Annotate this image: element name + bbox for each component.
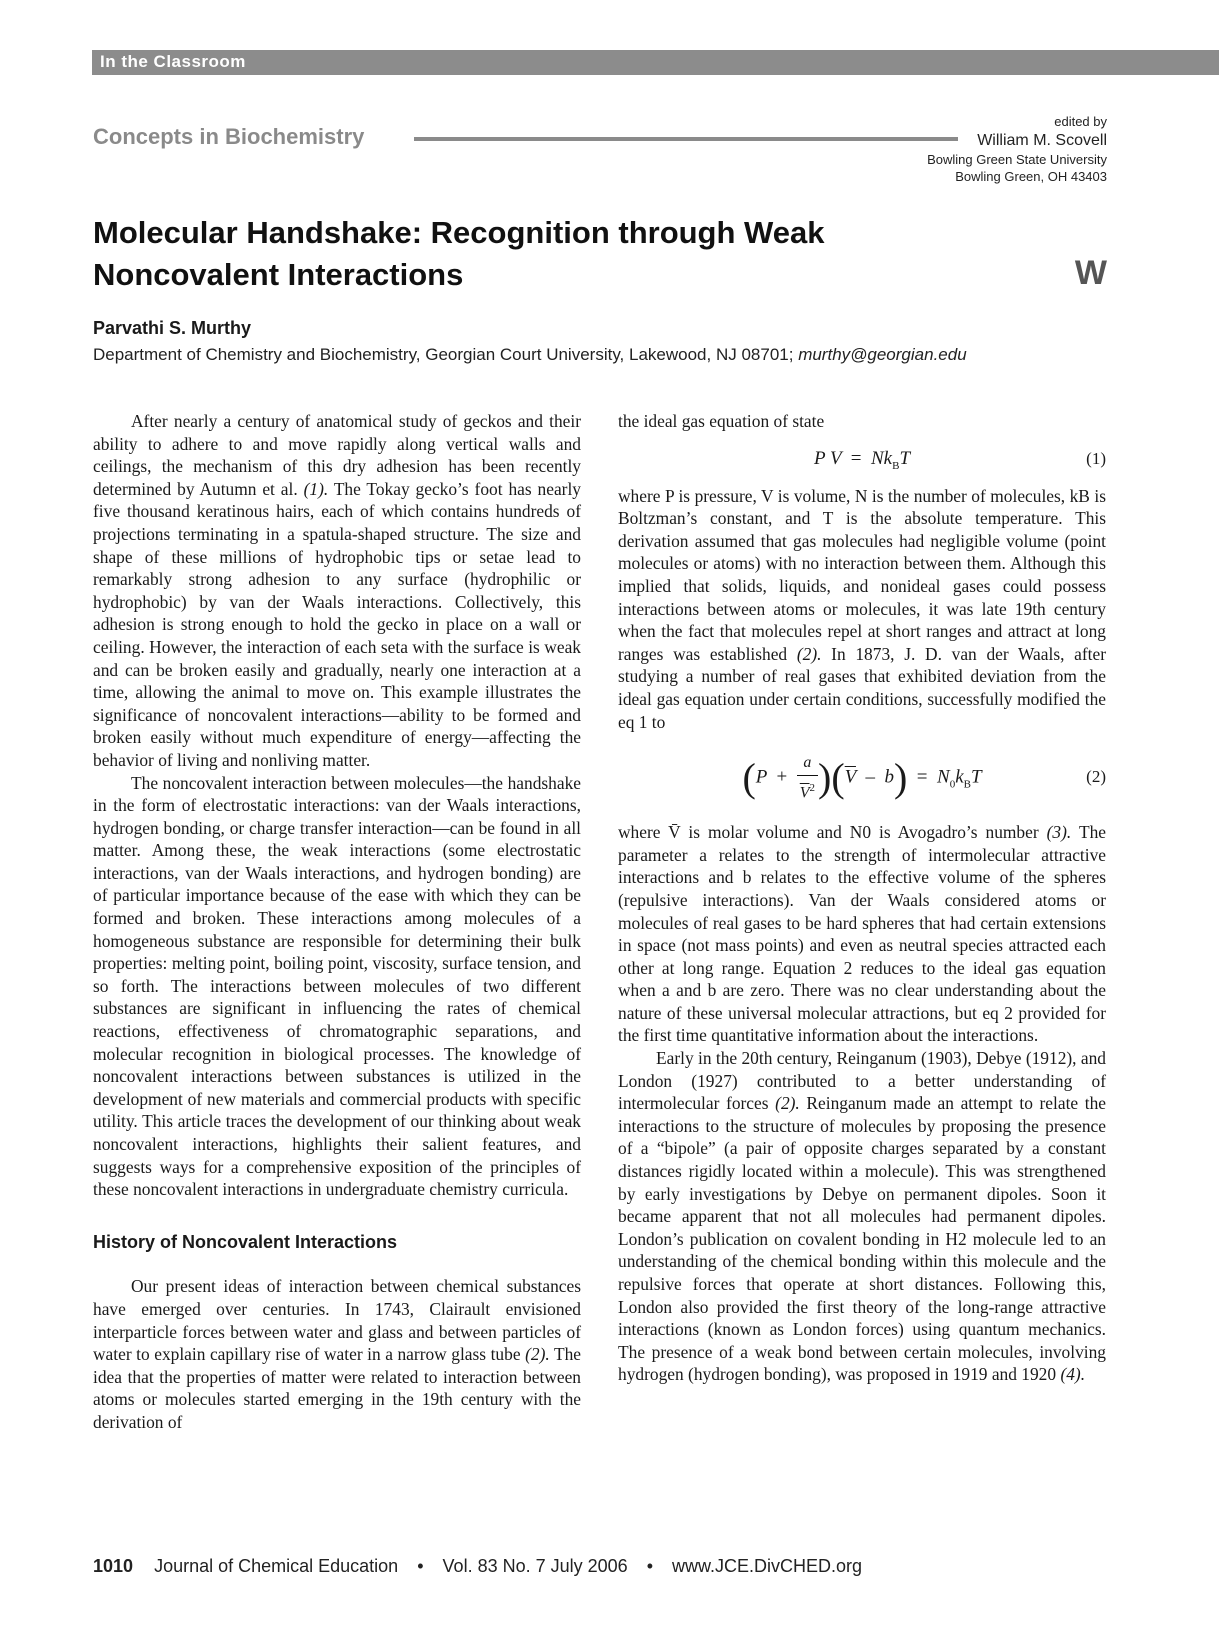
- text-run: In 1873, J. D. van der Waals, after studying a number of real gases that exhibited deviation from the ideal gas equation under certain conditions, successfully modified the eq 1 to: [618, 643, 1106, 732]
- text-run: The parameter a relates to the strength of intermolecular attractive interactions and b relates to the effective volume of the spheres (repulsive interactions). Van der Waals considered atoms or molecules of real gases to be hard spheres that had certain extensions in space (not mass points) and even as neutral species attracted each other at long range. Equation 2 reduces to the ideal gas equation when a and b are zero. There was no clear understanding about the nature of these universal molecular attractions, but eq 2 provided for the first time quantitative information about the interactions.: [618, 822, 1106, 1046]
- paragraph: [618, 821, 1106, 1047]
- eq2-v-denominator: $\overline{V}$: [799, 783, 810, 801]
- citation[interactable]: (2).: [525, 1344, 550, 1365]
- paragraph: [93, 410, 581, 772]
- right-column: [618, 410, 1106, 1386]
- eq1-k-sub: B: [892, 459, 900, 472]
- affiliation-text: Department of Chemistry and Biochemistry, Georgian Court University, Lakewood, NJ 08701;: [93, 345, 799, 364]
- citation[interactable]: (2).: [796, 643, 822, 664]
- header-rule: [414, 137, 958, 141]
- eq1-k: k: [883, 447, 893, 469]
- editor-block: [927, 113, 1107, 185]
- equation-number: (1): [1086, 448, 1106, 468]
- eq2-n: N: [937, 766, 950, 788]
- issue-info: Vol. 83 No. 7 July 2006: [442, 1556, 628, 1576]
- paragraph: [93, 1275, 581, 1433]
- paragraph: [618, 485, 1106, 734]
- eq2-k-sub: B: [963, 777, 971, 790]
- author-name: Parvathi S. Murthy: [93, 318, 252, 338]
- eq2-a: a: [797, 751, 818, 776]
- citation[interactable]: (1).: [303, 478, 329, 499]
- eq1-n: N: [870, 447, 884, 469]
- separator: •: [417, 1556, 424, 1576]
- eq2-b: b: [884, 766, 894, 788]
- page-number: 1010: [93, 1556, 134, 1576]
- title-line-1: Molecular Handshake: Recognition through Weak: [93, 215, 825, 250]
- editor-university: Bowling Green State University: [927, 152, 1107, 167]
- equation-2: (P + $\frac{a}{\overline{V}^2}$ )$(\overline{V} - b) = N_0k_BT$ (2): [618, 733, 1106, 821]
- section-heading: History of Noncovalent Interactions: [93, 1231, 398, 1252]
- equation-1: P $V = Nk_BT$ (1): [618, 433, 1106, 485]
- department-title: Concepts in Biochemistry: [93, 124, 365, 149]
- eq2-t: T: [970, 766, 982, 788]
- paragraph: the ideal gas equation of state: [618, 411, 825, 431]
- title-line-2: Noncovalent Interactions: [93, 257, 464, 292]
- text-run: After nearly a century of anatomical study of geckos and their ability to adhere to and move rapidly along vertical walls and ceilings, the mechanism of this dry adhesion has been recently determined by Autumn et al.: [93, 411, 581, 499]
- text-run: where P is pressure, V is volume, N is the number of molecules, kB is Boltzman’s constant, and T is the absolute temperature. This derivation assumed that gas molecules had negligible volume (point molecules or atoms) with no interaction between them. Although this implied that solids, liquids, and nonideal gases could possess interactions between atoms or molecules, it was late 19th century when the fact that molecules repel at short ranges and attract at long ranges was established: [618, 485, 1106, 664]
- paragraph: The noncovalent interaction between molecules—the handshake in the form of electrostatic interactions: van der Waals interactions, hydrogen bonding, or charge transfer interaction—can be found in all matter. Among these, the weak interactions (some electrostatic interactions, van der Waals interactions, and hydrogen bonding) are of particular importance because of the ease with which they can be formed and broken. These interactions among molecules of a homogeneous substance are responsible for determining their bulk properties: melting point, boiling point, viscosity, surface tension, and so forth. The interactions between molecules of two different substances are significant in influencing the rates of chemical reactions, effectiveness of chromatographic separations, and molecular recognition in biological processes. The knowledge of noncovalent interactions between substances is utilized in the development of new materials and commercial products with specific utility. This article traces the development of our thinking about weak noncovalent interactions, highlights their salient features, and suggests ways for a comprehensive exposition of the principles of these noncovalent interactions in undergraduate chemistry curricula.: [93, 772, 581, 1200]
- editor-name: William M. Scovell: [977, 132, 1107, 149]
- eq1-lhs: P V: [813, 447, 842, 469]
- eq2-v: $\overline{V}$: [844, 766, 856, 788]
- citation[interactable]: (3).: [1046, 822, 1072, 843]
- citation[interactable]: (4).: [1060, 1364, 1086, 1385]
- edited-by-label: edited by: [1054, 114, 1107, 129]
- eq1-t: T: [899, 447, 911, 469]
- author-email[interactable]: murthy@georgian.edu: [798, 345, 967, 364]
- eq2-fraction: $\frac{a}{\overline{V}^2}$: [797, 751, 818, 805]
- author-affiliation: [93, 345, 1123, 365]
- eq2-p: P: [755, 766, 768, 788]
- journal-url[interactable]: www.JCE.DivCHED.org: [672, 1556, 863, 1576]
- text-run: The Tokay gecko’s foot has nearly five thousand keratinous hairs, each of which contains hundreds of projections terminating in a spatula-shaped structure. The size and shape of these millions of hydrophobic tips or setae lead to remarkably strong adhesion to any surface (hydrophilic or hydrophobic) by van der Waals interactions. Collectively, this adhesion is strong enough to hold the gecko in place on a wall or ceiling. However, the interaction of each seta with the surface is weak and can be broken easily and gradually, nearly one interaction at a time, allowing the animal to move on. This example illustrates the significance of noncovalent interactions—ability to be formed and broken easily without much expenditure of energy—affecting the behavior of living and nonliving matter.: [93, 478, 581, 770]
- page-footer: [93, 1556, 862, 1577]
- text-run: where V̄ is molar volume and N0 is Avogadro’s number: [618, 822, 1047, 843]
- eq2-n-sub: 0: [949, 777, 956, 790]
- text-run: Our present ideas of interaction between chemical substances have emerged over centuries. In 1743, Clairault envisioned interparticle forces between water and glass and between particles of water to explain capillary rise of water in a narrow glass tube: [93, 1276, 581, 1365]
- editor-city: Bowling Green, OH 43403: [955, 169, 1107, 184]
- banner-label: In the Classroom: [100, 52, 246, 71]
- separator: •: [646, 1556, 653, 1576]
- text-run: Reinganum made an attempt to relate the interactions to the structure of molecules by proposing the presence of a “bipole” (a pair of opposite charges separated by a constant distances rigidly located within a molecule). This was strengthened by early investigations by Debye on permanent dipoles. Soon it became apparent that not all molecules had permanent dipoles. London’s publication on covalent bonding in H2 molecule led to an understanding of the chemical bonding within this molecule and the repulsive forces that operate at short distances. Following this, London also provided the first theory of the long-range attractive interactions (known as London forces) using quantum mechanics. The presence of a weak bond between certain molecules, involving hydrogen (hydrogen bonding), was proposed in 1919 and 1920: [618, 1093, 1107, 1385]
- paragraph: [618, 1047, 1106, 1386]
- text-run: Early in the 20th century, Reinganum (1903), Debye (1912), and London (1927) contributed to a better understanding of intermolecular forces: [618, 1048, 1106, 1114]
- equation-number: (2): [1086, 767, 1106, 787]
- eq2-k: k: [955, 766, 964, 788]
- article-title: [93, 212, 1053, 296]
- text-run: The idea that the properties of matter were related to interaction between atoms or molecules started emerging in the 19th century with the derivation of: [93, 1344, 581, 1432]
- journal-name: Journal of Chemical Education: [154, 1556, 399, 1576]
- citation[interactable]: (2).: [775, 1093, 800, 1114]
- section-banner: [92, 50, 1219, 75]
- web-material-icon: W: [1074, 254, 1107, 292]
- left-column: [93, 410, 581, 1434]
